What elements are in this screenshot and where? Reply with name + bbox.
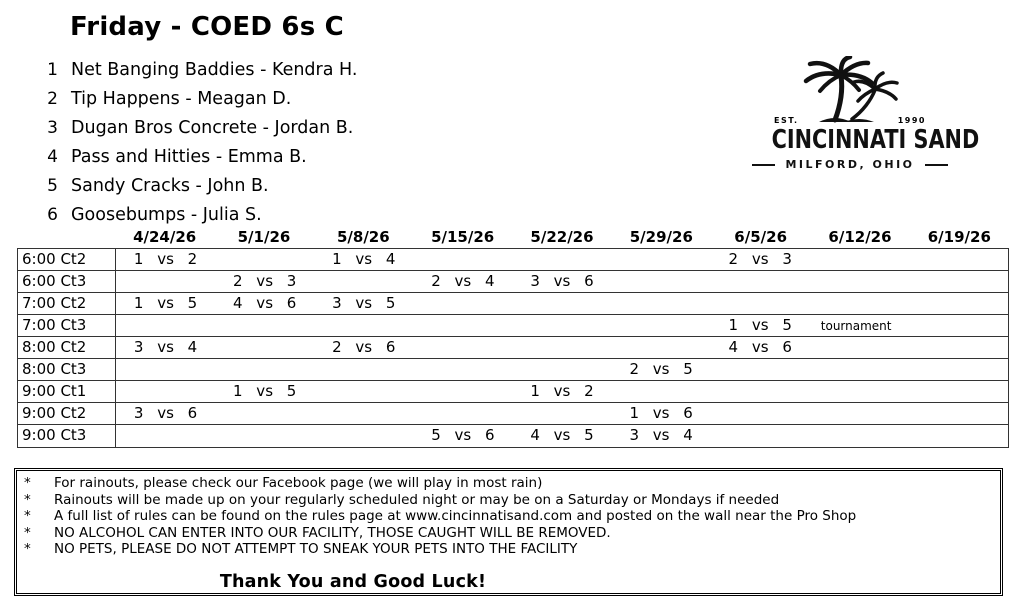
logo-location-row bbox=[752, 158, 948, 171]
empty-cell bbox=[711, 271, 810, 292]
asterisk-bullet: * bbox=[24, 508, 31, 524]
empty-cell bbox=[512, 315, 611, 337]
time-court-label: 9:00 Ct2 bbox=[18, 403, 116, 424]
match-cell: 2 vs 6 bbox=[332, 338, 396, 356]
note-text: NO PETS, PLEASE DO NOT ATTEMPT TO SNEAK YOUR PETS INTO THE FACILITY bbox=[54, 541, 578, 557]
time-court-label: 6:00 Ct2 bbox=[18, 249, 116, 270]
team-list-item bbox=[36, 113, 357, 142]
note-item bbox=[17, 541, 1000, 558]
schedule-row bbox=[18, 381, 1008, 403]
page-title: Friday - COED 6s C bbox=[70, 12, 344, 42]
empty-cell bbox=[810, 337, 909, 358]
team-name: Sandy Cracks - John B. bbox=[71, 175, 269, 196]
empty-cell bbox=[512, 403, 611, 424]
empty-cell bbox=[810, 359, 909, 380]
time-court-label: 9:00 Ct1 bbox=[18, 381, 116, 402]
team-list-item bbox=[36, 200, 357, 229]
team-name: Pass and Hitties - Emma B. bbox=[71, 146, 307, 167]
match-cell: 1 vs 2 bbox=[530, 382, 594, 400]
empty-cell bbox=[215, 403, 314, 424]
team-name: Net Banging Baddies - Kendra H. bbox=[71, 59, 358, 80]
match-cell: 2 vs 3 bbox=[233, 272, 297, 290]
match-cell: 3 vs 6 bbox=[530, 272, 594, 290]
note-text: Rainouts will be made up on your regularly scheduled night or may be on a Saturday or Mondays if needed bbox=[54, 491, 780, 508]
empty-cell bbox=[215, 425, 314, 447]
palm-trees-icon bbox=[789, 56, 911, 130]
team-list-item bbox=[36, 171, 357, 200]
empty-cell bbox=[909, 425, 1008, 447]
empty-cell bbox=[711, 381, 810, 402]
empty-cell bbox=[413, 315, 512, 337]
team-number: 2 bbox=[47, 88, 58, 109]
asterisk-bullet: * bbox=[24, 475, 31, 491]
empty-cell bbox=[314, 425, 413, 447]
empty-cell bbox=[314, 271, 413, 292]
schedule-row bbox=[18, 359, 1008, 381]
match-cell: 5 vs 6 bbox=[431, 426, 495, 444]
match-cell: 1 vs 5 bbox=[728, 316, 792, 334]
match-cell: 1 vs 2 bbox=[133, 250, 198, 268]
time-court-label: 8:00 Ct3 bbox=[18, 359, 116, 380]
empty-cell bbox=[810, 381, 909, 402]
team-list-item bbox=[36, 55, 357, 84]
team-list-item bbox=[36, 142, 357, 171]
date-header-cell: 6/19/26 bbox=[927, 228, 991, 246]
note-item bbox=[17, 525, 1000, 542]
match-cell: 4 vs 5 bbox=[530, 426, 594, 444]
date-header-cell: 6/12/26 bbox=[828, 228, 892, 246]
empty-cell bbox=[512, 293, 611, 314]
match-cell: 1 vs 4 bbox=[332, 250, 396, 268]
empty-cell bbox=[711, 359, 810, 380]
empty-cell bbox=[810, 425, 909, 447]
empty-cell bbox=[909, 337, 1008, 358]
empty-cell bbox=[711, 425, 810, 447]
note-text: NO ALCOHOL CAN ENTER INTO OUR FACILITY, THOSE CAUGHT WILL BE REMOVED. bbox=[54, 524, 611, 541]
match-cell: 1 vs 5 bbox=[133, 294, 198, 312]
match-cell: 1 vs 6 bbox=[629, 404, 693, 422]
empty-cell bbox=[612, 381, 711, 402]
logo-est-label: EST. bbox=[774, 116, 799, 125]
time-court-label: 6:00 Ct3 bbox=[18, 271, 116, 292]
date-header-cell: 5/1/26 bbox=[237, 228, 291, 246]
match-cell: 1 vs 5 bbox=[233, 382, 297, 400]
empty-cell bbox=[612, 271, 711, 292]
empty-cell bbox=[909, 271, 1008, 292]
team-number: 6 bbox=[47, 204, 58, 225]
empty-cell bbox=[314, 315, 413, 337]
note-item bbox=[17, 508, 1000, 525]
date-header-cell: 5/15/26 bbox=[431, 228, 495, 246]
empty-cell bbox=[711, 403, 810, 424]
schedule-row bbox=[18, 403, 1008, 425]
date-header-cell: 5/29/26 bbox=[629, 228, 693, 246]
note-text: For rainouts, please check our Facebook page (we will play in most rain) bbox=[54, 475, 543, 491]
logo-right-rule bbox=[925, 164, 948, 166]
logo-year-label: 1990 bbox=[897, 116, 926, 125]
empty-cell bbox=[512, 249, 611, 270]
schedule-row bbox=[18, 425, 1008, 447]
empty-cell bbox=[413, 381, 512, 402]
match-cell: 3 vs 6 bbox=[133, 404, 198, 422]
asterisk-bullet: * bbox=[24, 541, 31, 557]
empty-cell bbox=[314, 359, 413, 380]
empty-cell bbox=[909, 359, 1008, 380]
time-court-label: 8:00 Ct2 bbox=[18, 337, 116, 358]
empty-cell bbox=[810, 403, 909, 424]
date-header-cell: 5/8/26 bbox=[336, 228, 390, 246]
asterisk-bullet: * bbox=[24, 524, 31, 541]
empty-cell bbox=[314, 381, 413, 402]
team-name: Tip Happens - Meagan D. bbox=[71, 88, 292, 109]
empty-cell bbox=[314, 403, 413, 424]
empty-cell bbox=[711, 293, 810, 314]
notes-list bbox=[17, 471, 1000, 558]
time-court-label: 7:00 Ct2 bbox=[18, 293, 116, 314]
team-name: Dugan Bros Concrete - Jordan B. bbox=[71, 117, 354, 138]
team-name: Goosebumps - Julia S. bbox=[71, 204, 262, 225]
empty-cell bbox=[215, 315, 314, 337]
empty-cell bbox=[909, 381, 1008, 402]
team-list-item bbox=[36, 84, 357, 113]
empty-cell bbox=[612, 293, 711, 314]
empty-cell bbox=[612, 249, 711, 270]
note-text: A full list of rules can be found on the rules page at www.cincinnatisand.com and posted on the wall near the Pro Shop bbox=[54, 508, 857, 524]
match-cell: 4 vs 6 bbox=[233, 294, 297, 312]
logo-location-label: MILFORD, OHIO bbox=[785, 158, 915, 171]
empty-cell bbox=[413, 337, 512, 358]
empty-cell bbox=[413, 403, 512, 424]
empty-cell bbox=[413, 293, 512, 314]
cincinnati-sand-logo bbox=[752, 56, 980, 171]
team-number: 5 bbox=[47, 175, 58, 196]
match-cell: tournament bbox=[820, 319, 892, 333]
empty-cell bbox=[810, 271, 909, 292]
empty-cell bbox=[810, 293, 909, 314]
note-item bbox=[17, 475, 1000, 492]
empty-cell bbox=[612, 315, 711, 337]
empty-cell bbox=[215, 337, 314, 358]
schedule-row bbox=[18, 271, 1008, 293]
schedule-row bbox=[18, 337, 1008, 359]
schedule-row bbox=[18, 315, 1008, 337]
logo-left-rule bbox=[752, 164, 775, 166]
team-number: 4 bbox=[47, 146, 58, 167]
team-number: 3 bbox=[47, 117, 58, 138]
schedule-date-header bbox=[115, 228, 1009, 247]
empty-cell bbox=[116, 271, 215, 292]
date-header-cell: 5/22/26 bbox=[530, 228, 594, 246]
empty-cell bbox=[909, 403, 1008, 424]
empty-cell bbox=[413, 359, 512, 380]
empty-cell bbox=[612, 337, 711, 358]
empty-cell bbox=[215, 249, 314, 270]
schedule-table bbox=[17, 248, 1009, 448]
logo-wordmark: CINCINNATI SAND bbox=[771, 125, 980, 155]
team-list bbox=[36, 55, 357, 229]
empty-cell bbox=[512, 359, 611, 380]
time-court-label: 7:00 Ct3 bbox=[18, 315, 116, 337]
schedule-row bbox=[18, 249, 1008, 271]
empty-cell bbox=[116, 359, 215, 380]
note-item bbox=[17, 492, 1000, 509]
empty-cell bbox=[215, 359, 314, 380]
closing-message: Thank You and Good Luck! bbox=[219, 572, 487, 592]
empty-cell bbox=[909, 293, 1008, 314]
match-cell: 3 vs 4 bbox=[629, 426, 693, 444]
asterisk-bullet: * bbox=[24, 491, 31, 508]
empty-cell bbox=[512, 337, 611, 358]
empty-cell bbox=[116, 315, 215, 337]
empty-cell bbox=[810, 249, 909, 270]
match-cell: 2 vs 3 bbox=[728, 250, 792, 268]
match-cell: 3 vs 4 bbox=[133, 338, 198, 356]
match-cell: 3 vs 5 bbox=[332, 294, 396, 312]
empty-cell bbox=[116, 381, 215, 402]
notes-box bbox=[14, 468, 1003, 596]
schedule-row bbox=[18, 293, 1008, 315]
empty-cell bbox=[116, 425, 215, 447]
match-cell: 2 vs 5 bbox=[629, 360, 693, 378]
time-court-label: 9:00 Ct3 bbox=[18, 425, 116, 447]
empty-cell bbox=[909, 315, 1008, 337]
date-header-cell: 4/24/26 bbox=[133, 228, 197, 246]
empty-cell bbox=[909, 249, 1008, 270]
match-cell: 2 vs 4 bbox=[431, 272, 495, 290]
team-number: 1 bbox=[47, 59, 58, 80]
date-header-cell: 6/5/26 bbox=[734, 228, 788, 246]
match-cell: 4 vs 6 bbox=[728, 338, 792, 356]
empty-cell bbox=[413, 249, 512, 270]
